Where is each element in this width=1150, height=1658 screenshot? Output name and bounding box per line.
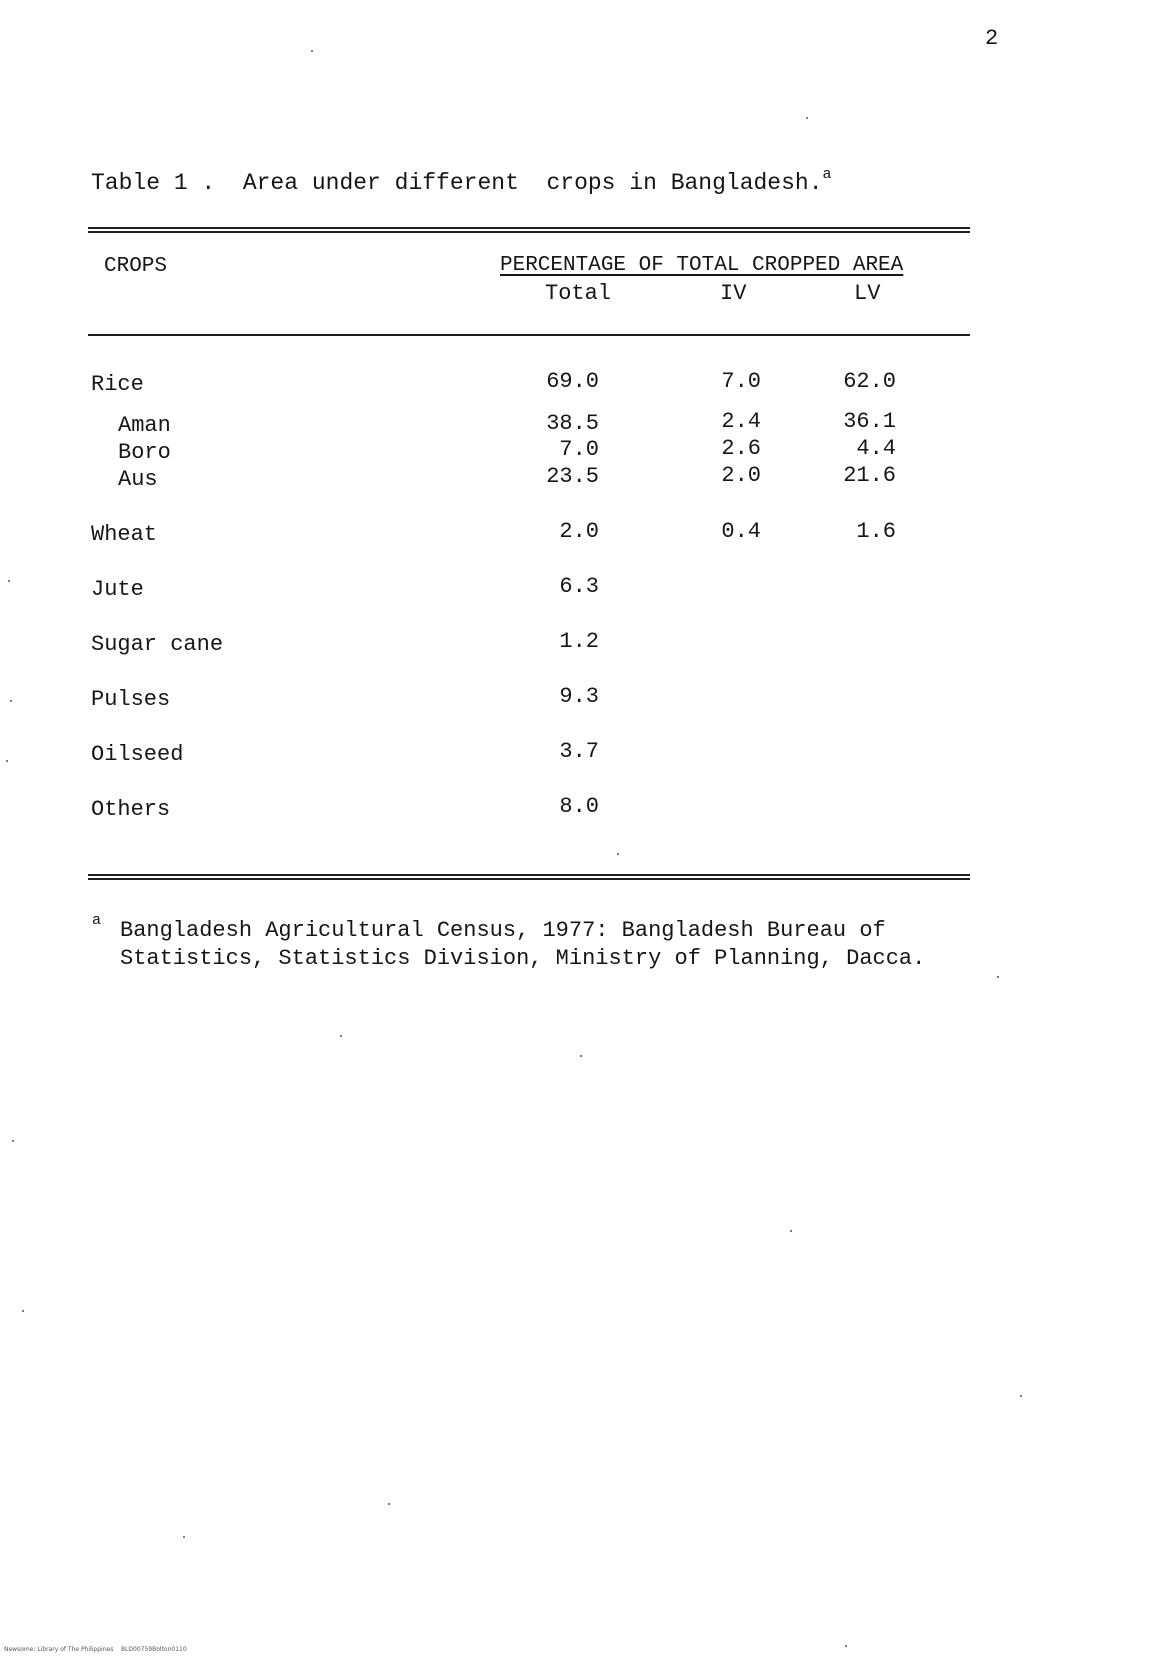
header-lv: LV: [854, 281, 881, 306]
scan-speck: [183, 1536, 185, 1538]
header-total: Total: [545, 281, 612, 306]
scan-speck: [580, 1055, 582, 1057]
scan-speck: [22, 1310, 24, 1312]
row-iv-aus: 2.0: [721, 463, 761, 488]
row-iv-wheat: 0.4: [721, 519, 761, 544]
scan-speck: [10, 700, 12, 702]
row-lv-rice: 62.0: [843, 369, 896, 394]
row-total-boro: 7.0: [559, 437, 599, 462]
scan-speck: [6, 760, 8, 762]
row-iv-boro: 2.6: [721, 436, 761, 461]
scan-speck: [8, 580, 10, 582]
row-crop-rice: Rice: [91, 372, 144, 397]
scan-speck: [617, 853, 619, 855]
row-crop-jute: Jute: [91, 577, 144, 602]
page-number: 2: [985, 26, 999, 51]
row-crop-sugar-cane: Sugar cane: [91, 632, 224, 657]
scan-speck: [12, 1140, 14, 1142]
footnote-line-1: Bangladesh Agricultural Census, 1977: Bangladesh Bureau of: [120, 918, 886, 943]
scan-speck: [806, 117, 808, 119]
row-total-rice: 69.0: [546, 369, 599, 394]
footnote-mark: a: [92, 912, 102, 929]
scan-speck: [997, 976, 999, 978]
scan-speck: [388, 1503, 390, 1505]
footnote-line-2: Statistics, Statistics Division, Ministry of Planning, Dacca.: [120, 946, 926, 971]
row-total-aus: 23.5: [546, 464, 599, 489]
row-total-sugar-cane: 1.2: [559, 629, 599, 654]
table-bottom-rule: [88, 874, 970, 880]
scan-speck: [845, 1645, 847, 1647]
row-crop-pulses: Pulses: [91, 687, 171, 712]
row-total-others: 8.0: [559, 794, 599, 819]
scan-speck: [340, 1035, 342, 1037]
row-crop-wheat: Wheat: [91, 522, 158, 547]
table-top-rule: [88, 227, 970, 233]
header-crops: CROPS: [104, 255, 168, 278]
row-crop-aus: Aus: [118, 467, 158, 492]
row-total-pulses: 9.3: [559, 684, 599, 709]
row-crop-oilseed: Oilseed: [91, 742, 184, 767]
row-crop-aman: Aman: [118, 413, 171, 438]
row-total-jute: 6.3: [559, 574, 599, 599]
row-lv-aman: 36.1: [843, 409, 896, 434]
row-lv-boro: 4.4: [856, 436, 896, 461]
row-total-wheat: 2.0: [559, 519, 599, 544]
caption-text: Table 1 . Area under different crops in Bangladesh.: [91, 170, 823, 196]
row-total-oilseed: 3.7: [559, 739, 599, 764]
table-header-rule: [88, 334, 970, 336]
scan-speck: [790, 1230, 792, 1232]
row-iv-aman: 2.4: [721, 409, 761, 434]
row-lv-wheat: 1.6: [856, 519, 896, 544]
row-crop-others: Others: [91, 797, 171, 822]
row-iv-rice: 7.0: [721, 369, 761, 394]
row-total-aman: 38.5: [546, 411, 599, 436]
scan-speck: [311, 50, 313, 52]
header-percentage-group: PERCENTAGE OF TOTAL CROPPED AREA: [500, 254, 904, 277]
scan-footer-text: Newsome: Library of The Philippines BLD00759Bolton0110: [4, 1646, 187, 1653]
table-caption: [91, 166, 832, 196]
caption-footnote-mark: a: [822, 166, 832, 183]
row-crop-boro: Boro: [118, 440, 171, 465]
header-iv: IV: [720, 281, 747, 306]
row-lv-aus: 21.6: [843, 463, 896, 488]
scan-speck: [1020, 1395, 1022, 1397]
footnote: [120, 917, 925, 973]
